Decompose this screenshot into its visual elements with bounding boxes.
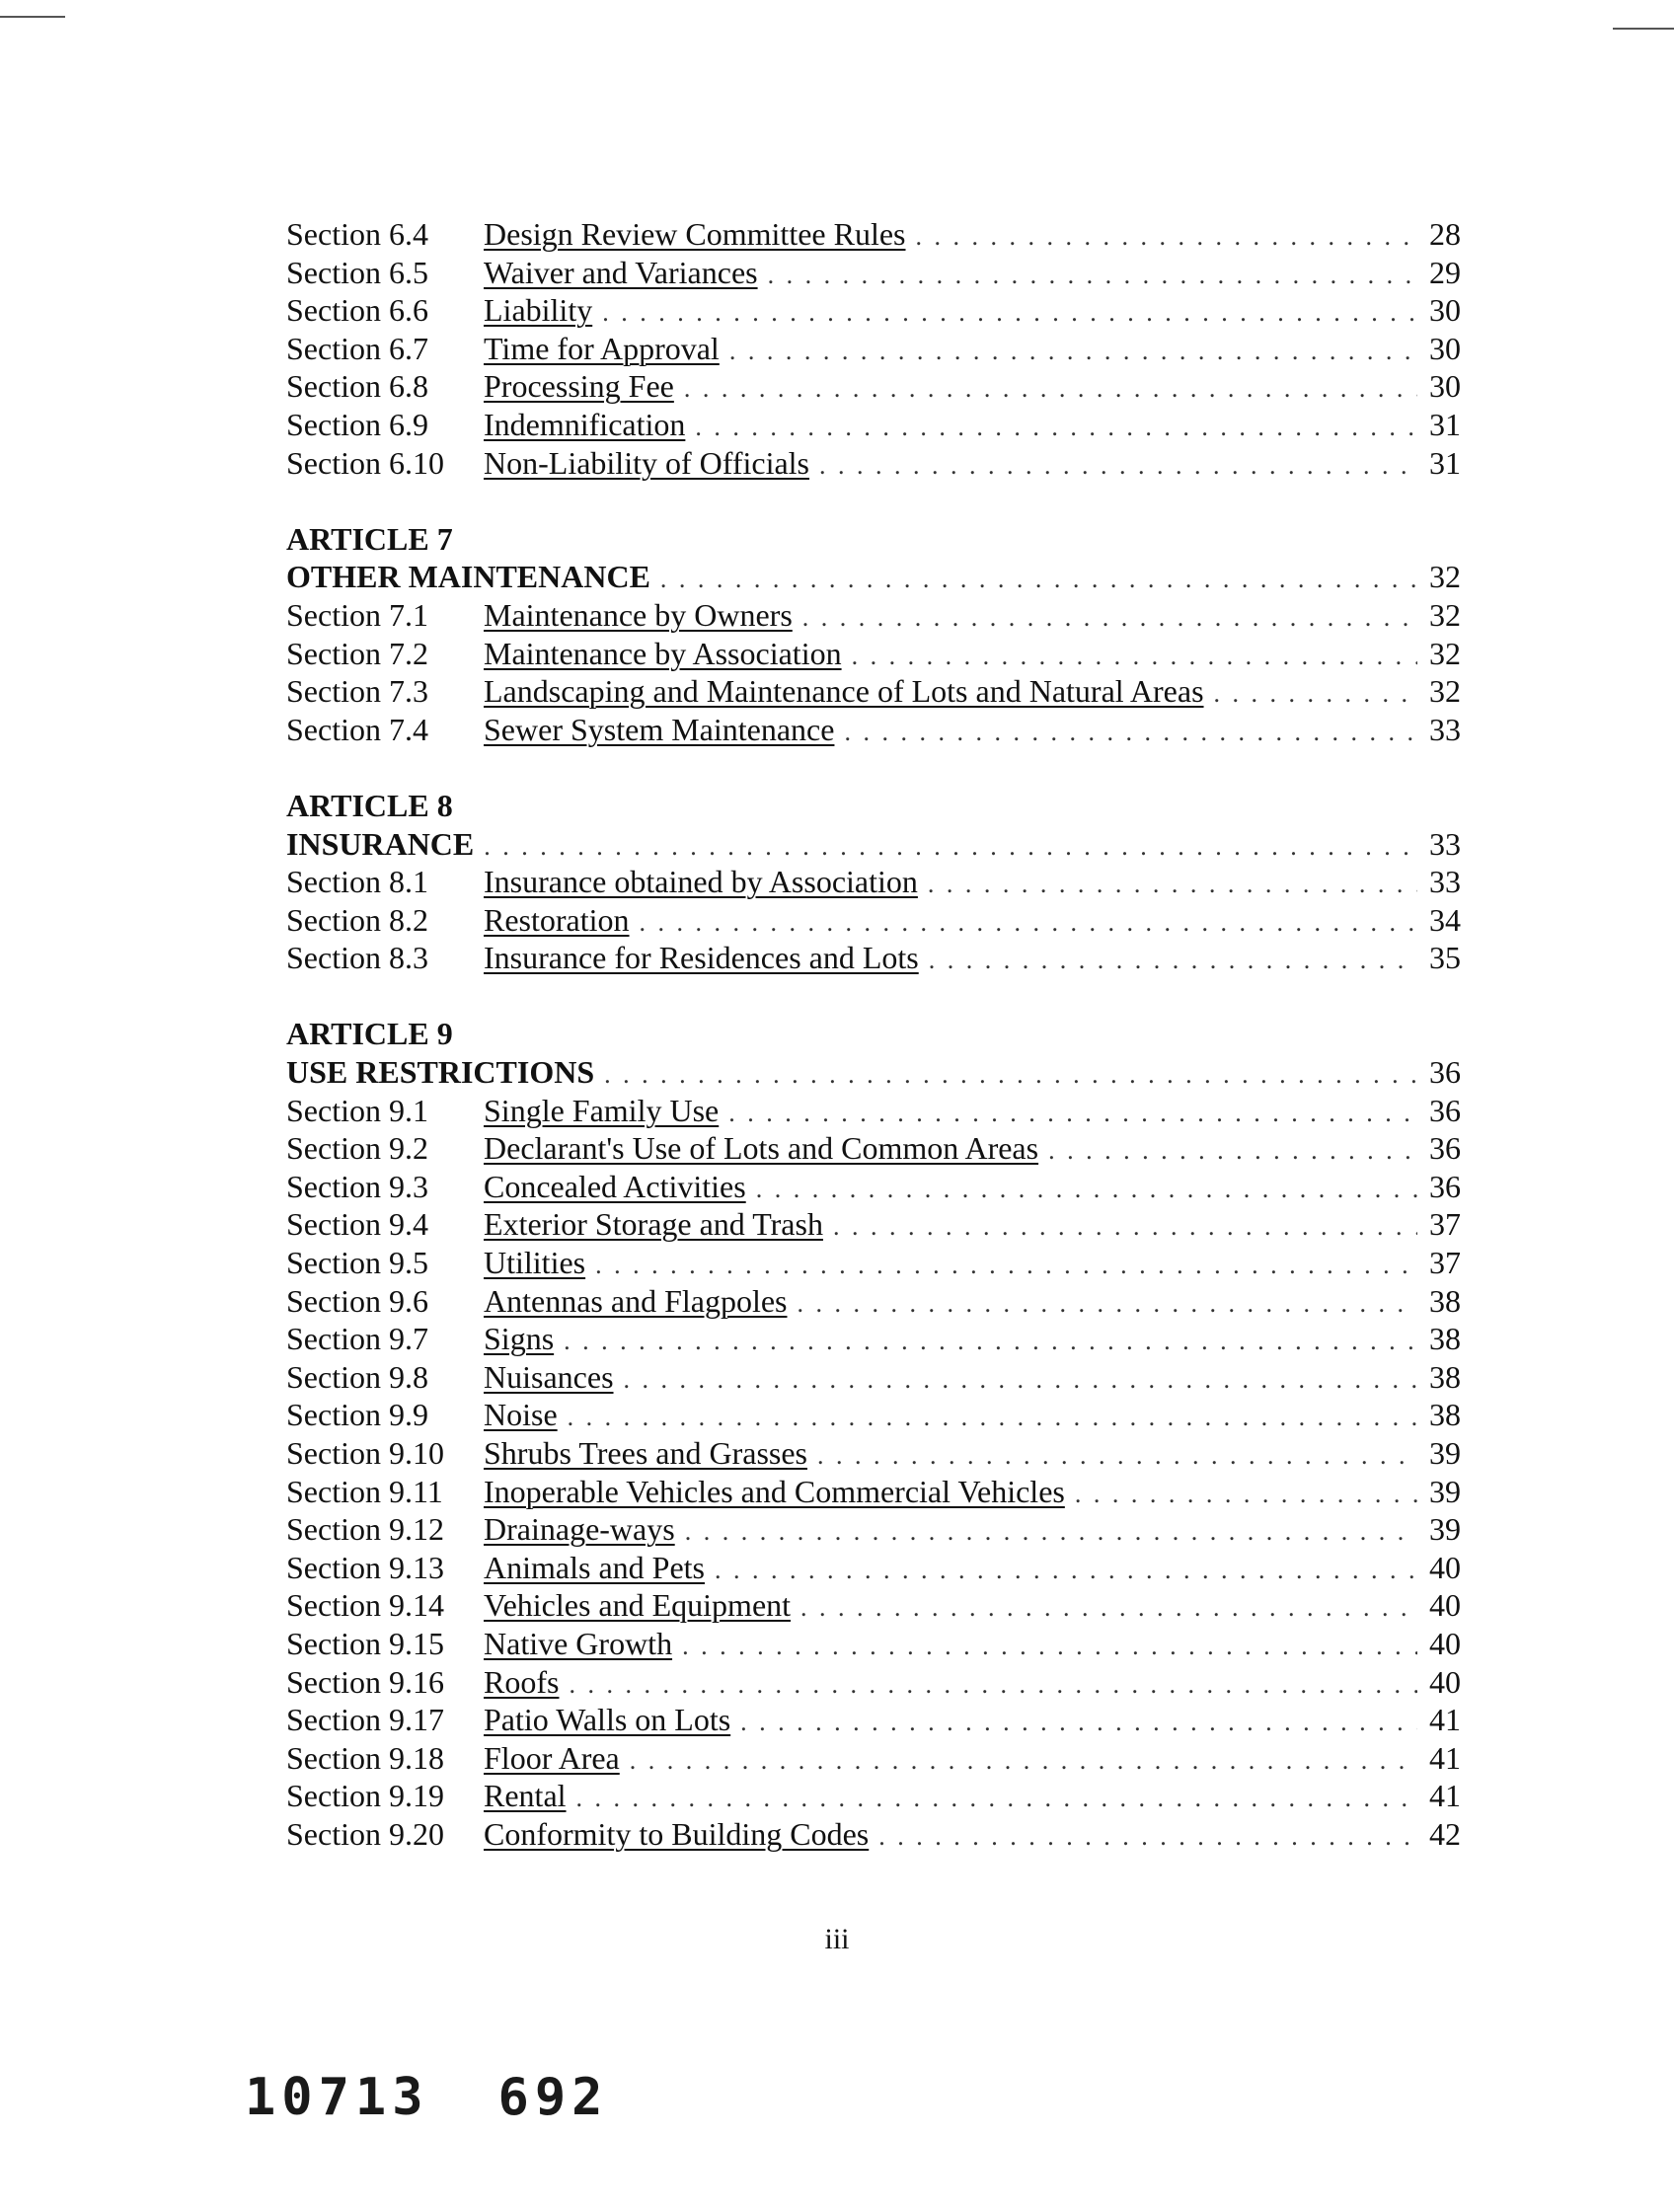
section-number: Section 9.8	[286, 1358, 428, 1395]
section-page-number: 30	[1429, 330, 1461, 366]
section-title-link[interactable]: Time for Approval	[484, 330, 720, 366]
section-title-link[interactable]: Liability	[484, 292, 593, 329]
section-page-number: 39	[1429, 1473, 1461, 1509]
section-number: Section 7.4	[286, 711, 428, 747]
section-page-number: 36	[1429, 1130, 1461, 1167]
section-number: Section 9.7	[286, 1321, 428, 1357]
dot-leader	[484, 828, 1417, 867]
article-heading-row[interactable]	[286, 558, 1461, 596]
article-label: ARTICLE 8	[286, 787, 453, 823]
section-title-link[interactable]: Concealed Activities	[484, 1168, 746, 1204]
dot-leader	[928, 866, 1417, 904]
article-page-number: 36	[1429, 1054, 1461, 1091]
dot-leader	[798, 1285, 1418, 1324]
section-number: Section 9.11	[286, 1473, 443, 1509]
section-number: Section 8.1	[286, 864, 428, 900]
section-number: Section 6.7	[286, 330, 428, 366]
section-title-link[interactable]: Shrubs Trees and Grasses	[484, 1435, 807, 1471]
toc-entry-row[interactable]	[286, 444, 1461, 483]
toc-entry-row[interactable]	[286, 1663, 1461, 1702]
section-page-number: 39	[1429, 1511, 1461, 1548]
section-page-number: 32	[1429, 635, 1461, 671]
section-number: Section 9.18	[286, 1739, 444, 1776]
dot-leader	[595, 1247, 1417, 1285]
section-page-number: 37	[1429, 1206, 1461, 1243]
toc-entry-row[interactable]	[286, 863, 1461, 901]
section-title-link[interactable]: Maintenance by Owners	[484, 596, 793, 633]
toc-entry-row[interactable]	[286, 1739, 1461, 1778]
section-title-link[interactable]: Vehicles and Equipment	[484, 1587, 792, 1624]
section-page-number: 40	[1429, 1587, 1461, 1624]
section-number: Section 6.5	[286, 254, 428, 290]
section-number: Section 9.13	[286, 1549, 444, 1585]
dot-leader	[564, 1323, 1417, 1361]
toc-entry-row[interactable]	[286, 1815, 1461, 1854]
section-page-number: 42	[1429, 1815, 1461, 1852]
section-number: Section 6.9	[286, 406, 428, 442]
section-title-link[interactable]: Sewer System Maintenance	[484, 711, 835, 747]
section-title-link[interactable]: Insurance for Residences and Lots	[484, 940, 919, 976]
toc-entry-row[interactable]	[286, 1549, 1461, 1587]
dot-leader	[1048, 1132, 1417, 1171]
section-number: Section 9.15	[286, 1625, 444, 1661]
section-title-link[interactable]: Floor Area	[484, 1739, 620, 1776]
toc-entry-row[interactable]	[286, 1168, 1461, 1206]
toc-entry-row[interactable]	[286, 1396, 1461, 1434]
article-page-number: 33	[1429, 825, 1461, 862]
section-title-link[interactable]: Exterior Storage and Trash	[484, 1206, 823, 1243]
toc-entry-row[interactable]	[286, 406, 1461, 444]
section-number: Section 6.6	[286, 292, 428, 329]
section-title-link[interactable]: Declarant's Use of Lots and Common Areas	[484, 1130, 1039, 1167]
dot-leader	[624, 1361, 1417, 1400]
toc-entry-row[interactable]	[286, 1777, 1461, 1815]
toc-entry-row[interactable]	[286, 1434, 1461, 1473]
article-title: INSURANCE	[286, 825, 475, 862]
section-title-link[interactable]: Noise	[484, 1397, 558, 1433]
section-number: Section 9.2	[286, 1130, 428, 1167]
section-title-link[interactable]: Patio Walls on Lots	[484, 1702, 731, 1738]
toc-entry-row[interactable]	[286, 901, 1461, 940]
section-title-link[interactable]: Rental	[484, 1778, 567, 1814]
section-title-link[interactable]: Animals and Pets	[484, 1549, 705, 1585]
toc-entry-row[interactable]	[286, 330, 1461, 368]
toc-entry-row[interactable]	[286, 367, 1461, 406]
section-number: Section 9.3	[286, 1168, 428, 1204]
section-title-link[interactable]: Design Review Committee Rules	[484, 216, 906, 252]
dot-leader	[569, 1666, 1417, 1705]
section-number: Section 7.3	[286, 673, 428, 710]
dot-leader	[630, 1742, 1417, 1781]
section-title-link[interactable]: Antennas and Flagpoles	[484, 1282, 788, 1319]
dot-leader	[802, 599, 1417, 638]
section-page-number: 40	[1429, 1549, 1461, 1585]
toc-entry-row[interactable]	[286, 1625, 1461, 1663]
toc-entry-row[interactable]	[286, 1320, 1461, 1358]
section-title-link[interactable]: Waiver and Variances	[484, 254, 758, 290]
article-heading-row[interactable]	[286, 1053, 1461, 1092]
toc-entry-row[interactable]	[286, 291, 1461, 330]
dot-leader	[602, 294, 1417, 333]
section-number: Section 9.16	[286, 1663, 444, 1700]
section-number: Section 9.17	[286, 1702, 444, 1738]
section-page-number: 41	[1429, 1739, 1461, 1776]
dot-leader	[878, 1818, 1417, 1857]
dot-leader	[852, 638, 1417, 676]
section-number: Section 9.9	[286, 1397, 428, 1433]
section-page-number: 36	[1429, 1092, 1461, 1128]
toc-entry-row[interactable]	[286, 1358, 1461, 1397]
dot-leader	[740, 1704, 1417, 1742]
dot-leader	[819, 447, 1417, 486]
toc-entry-row[interactable]	[286, 1129, 1461, 1168]
article-title: OTHER MAINTENANCE	[286, 559, 650, 595]
section-title-link[interactable]: Nuisances	[484, 1358, 614, 1395]
section-number: Section 6.4	[286, 216, 428, 252]
dot-leader	[833, 1208, 1417, 1247]
section-page-number: 33	[1429, 864, 1461, 900]
dot-leader	[768, 257, 1417, 295]
toc-entry-row[interactable]	[286, 254, 1461, 292]
recording-stamp	[245, 2068, 608, 2127]
section-page-number: 38	[1429, 1397, 1461, 1433]
toc-entry-row[interactable]	[286, 1244, 1461, 1282]
toc-entry-row[interactable]	[286, 1510, 1461, 1549]
toc-entry-row[interactable]	[286, 1205, 1461, 1244]
section-number: Section 7.2	[286, 635, 428, 671]
section-page-number: 29	[1429, 254, 1461, 290]
section-number: Section 9.4	[286, 1206, 428, 1243]
section-number: Section 9.5	[286, 1245, 428, 1281]
section-page-number: 40	[1429, 1625, 1461, 1661]
dot-leader	[1214, 675, 1417, 714]
section-page-number: 38	[1429, 1321, 1461, 1357]
toc-entry-row[interactable]	[286, 596, 1461, 635]
toc-entry-row[interactable]	[286, 1092, 1461, 1130]
section-number: Section 9.10	[286, 1435, 444, 1471]
dot-leader	[844, 714, 1417, 752]
dot-leader	[695, 409, 1417, 447]
section-page-number: 30	[1429, 368, 1461, 405]
dot-leader	[817, 1437, 1417, 1476]
section-page-number: 31	[1429, 406, 1461, 442]
section-number: Section 8.2	[286, 901, 428, 938]
section-number: Section 8.3	[286, 940, 428, 976]
article-page-number: 32	[1429, 559, 1461, 595]
toc-entry-row[interactable]	[286, 1701, 1461, 1739]
section-number: Section 9.6	[286, 1282, 428, 1319]
section-page-number: 33	[1429, 711, 1461, 747]
article-spacer	[286, 977, 1461, 1016]
section-page-number: 38	[1429, 1358, 1461, 1395]
article-label: ARTICLE 7	[286, 520, 453, 557]
section-title-link[interactable]: Roofs	[484, 1663, 560, 1700]
table-of-contents	[286, 215, 1461, 1854]
section-title-link[interactable]: Processing Fee	[484, 368, 674, 405]
section-title-link[interactable]: Signs	[484, 1321, 555, 1357]
article-spacer	[286, 748, 1461, 787]
section-number: Section 7.1	[286, 596, 428, 633]
dot-leader	[640, 904, 1417, 943]
section-number: Section 9.14	[286, 1587, 444, 1624]
dot-leader	[756, 1171, 1417, 1209]
section-page-number: 38	[1429, 1282, 1461, 1319]
dot-leader	[729, 333, 1417, 371]
section-title-link[interactable]: Restoration	[484, 901, 630, 938]
dot-leader	[576, 1780, 1417, 1818]
article-title: USE RESTRICTIONS	[286, 1054, 595, 1091]
recording-book-number: 10713	[245, 2068, 429, 2127]
scan-edge-mark-right	[1613, 28, 1674, 30]
section-number: Section 9.20	[286, 1815, 444, 1852]
dot-leader	[604, 1056, 1417, 1095]
article-spacer	[286, 482, 1461, 520]
dot-leader	[1075, 1476, 1417, 1514]
section-page-number: 28	[1429, 216, 1461, 252]
section-number: Section 6.10	[286, 444, 444, 481]
section-page-number: 36	[1429, 1168, 1461, 1204]
section-number: Section 9.19	[286, 1778, 444, 1814]
section-title-link[interactable]: Single Family Use	[484, 1092, 720, 1128]
section-page-number: 31	[1429, 444, 1461, 481]
page-number-roman: iii	[824, 1923, 850, 1955]
section-page-number: 32	[1429, 673, 1461, 710]
section-title-link[interactable]: Insurance obtained by Association	[484, 864, 918, 900]
section-title-link[interactable]: Landscaping and Maintenance of Lots and Natural Areas	[484, 673, 1204, 710]
section-title-link[interactable]: Drainage-ways	[484, 1511, 675, 1548]
section-title-link[interactable]: Conformity to Building Codes	[484, 1815, 870, 1852]
dot-leader	[660, 561, 1417, 599]
section-page-number: 41	[1429, 1778, 1461, 1814]
section-title-link[interactable]: Native Growth	[484, 1625, 673, 1661]
dot-leader	[684, 370, 1417, 409]
toc-entry-row[interactable]	[286, 1282, 1461, 1321]
section-number: Section 9.12	[286, 1511, 444, 1548]
section-title-link[interactable]: Maintenance by Association	[484, 635, 842, 671]
toc-entry-row[interactable]	[286, 939, 1461, 977]
dot-leader	[682, 1628, 1417, 1666]
section-title-link[interactable]: Indemnification	[484, 406, 686, 442]
toc-entry-row[interactable]	[286, 672, 1461, 711]
section-page-number: 40	[1429, 1663, 1461, 1700]
dot-leader	[916, 218, 1418, 257]
toc-entry-row[interactable]	[286, 1586, 1461, 1625]
section-page-number: 34	[1429, 901, 1461, 938]
scan-edge-mark-left	[0, 16, 65, 18]
dot-leader	[568, 1399, 1417, 1437]
section-number: Section 6.8	[286, 368, 428, 405]
article-heading-row[interactable]	[286, 825, 1461, 864]
dot-leader	[685, 1513, 1417, 1552]
section-page-number: 41	[1429, 1702, 1461, 1738]
toc-entry-row[interactable]	[286, 1473, 1461, 1511]
dot-leader	[800, 1589, 1417, 1628]
section-page-number: 32	[1429, 596, 1461, 633]
section-number: Section 9.1	[286, 1092, 428, 1128]
article-label: ARTICLE 9	[286, 1016, 453, 1052]
section-title-link[interactable]: Inoperable Vehicles and Commercial Vehicles	[484, 1473, 1065, 1509]
section-title-link[interactable]: Utilities	[484, 1245, 586, 1281]
section-page-number: 39	[1429, 1435, 1461, 1471]
section-page-number: 37	[1429, 1245, 1461, 1281]
dot-leader	[715, 1552, 1417, 1590]
dot-leader	[929, 942, 1417, 980]
toc-entry-row[interactable]	[286, 635, 1461, 673]
section-page-number: 35	[1429, 940, 1461, 976]
recording-page-number: 692	[497, 2068, 609, 2127]
toc-entry-row[interactable]	[286, 215, 1461, 254]
section-title-link[interactable]: Non-Liability of Officials	[484, 444, 809, 481]
section-page-number: 30	[1429, 292, 1461, 329]
dot-leader	[728, 1095, 1417, 1133]
toc-entry-row[interactable]	[286, 711, 1461, 749]
